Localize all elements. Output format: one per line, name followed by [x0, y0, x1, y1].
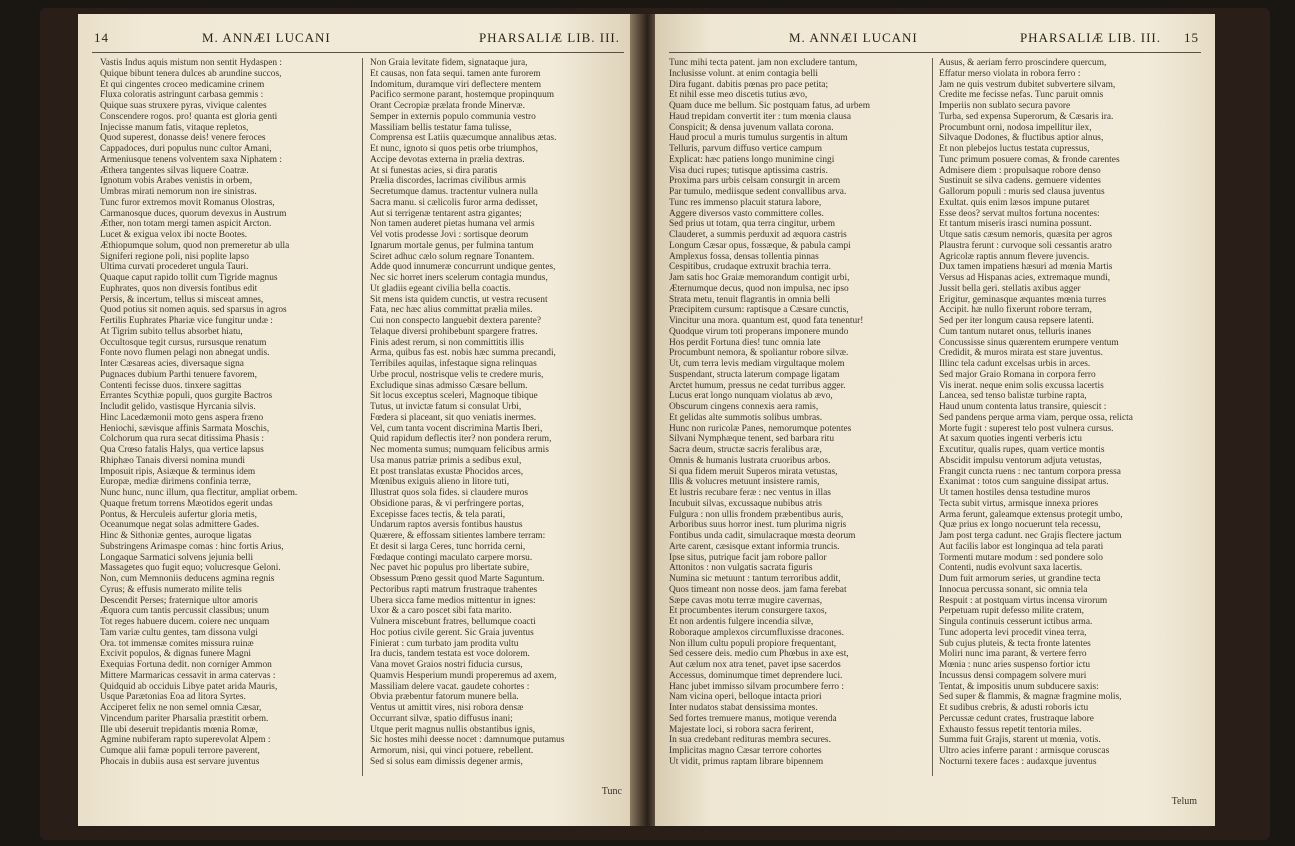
verse-line: Sic hostes mihi deesse nocet : damnumque putamus [370, 735, 565, 746]
verse-line: Mœnibus exiguis alieno in litore tuti, [370, 477, 510, 488]
verse-line: Quidquid ab occiduis Libye patet arida Mauris, [100, 681, 278, 692]
verse-line: Includit gelido, vastisque Hyrcania silvis. [100, 402, 256, 412]
verse-line: Et non ardentis fulgere incendia silvæ, [669, 617, 814, 627]
verse-line: Ultima curvati procederet ungula Tauri. [100, 262, 249, 273]
verse-line: Jam satis hoc Graiæ memorandum contigit urbi, [669, 273, 850, 283]
verse-line: Admisere diem : propulsaque robore denso [939, 165, 1101, 176]
verse-line: Ignarum mortale genus, per fulmina tantum [370, 240, 534, 251]
verse-line: Æternumque decus, quod non impulsa, nec ipso [669, 283, 849, 294]
verse-line: Qua Crœso fatalis Halys, qua vertice lapsus [100, 445, 264, 455]
right-page [655, 14, 1215, 826]
verse-line: Effatur merso violata in robora ferro : [939, 68, 1081, 79]
verse-line: Armorum, nisi, qui vinci potuere, rebellent. [370, 746, 534, 756]
verse-line: Fontibus unda cadit, simulacraque mœsta deorum [669, 531, 856, 541]
verse-line: Ausus, & aeriam ferro proscindere quercum, [939, 58, 1107, 68]
verse-line: Exhausto fessus repetit tentoria miles. [939, 724, 1082, 735]
verse-line: Percussæ cedunt crates, frustraque labore [939, 713, 1094, 724]
verse-line: Fata, nec hæc alius committat prælia miles. [370, 305, 533, 316]
verse-line: Comprensa est Latiis quæcumque annalibus ætas. [370, 133, 557, 144]
verse-line: At saxum quoties ingenti verberis ictu [939, 434, 1082, 445]
verse-line: Oceanumque negat solas admittere Gades. [100, 520, 260, 531]
verse-line: Hunc non ruricolæ Panes, nemorumque potentes [669, 423, 852, 434]
verse-line: Tunc primum posuere comas, & fronde carentes [939, 154, 1120, 165]
verse-line: Perpetuam rupit defesso milite cratem, [939, 606, 1085, 617]
verse-line: Accipit. hæ nullo fixerunt robore terram, [939, 305, 1092, 316]
verse-line: Æther, non totam mergi tamen aspicit Arcton. [100, 219, 272, 230]
verse-line: Gallorum populi : muris sed clausa juventus [939, 187, 1105, 197]
verse-line: Et nunc, ignoto si quos petis orbe triumphos, [370, 144, 538, 154]
verse-line: Summa fuit Grajis, starent ut mœnia, votis. [939, 735, 1101, 746]
running-head-title: PHARSALIÆ LIB. III. [478, 30, 620, 45]
verse-line: Numina sic metuunt : tantum terroribus addit, [669, 574, 841, 584]
verse-line: Nec pavet hic populus pro libertate subire, [370, 563, 530, 574]
verse-line: Tunc res immenso placuit statura labore, [669, 197, 822, 208]
verse-line: Pectoribus rapti matrum frustraque trahentes [370, 584, 538, 595]
verse-line: Undarum raptos aversis fontibus haustus [370, 520, 523, 531]
verse-line: Haud unum contenta latus transire, quiescit : [939, 402, 1107, 412]
verse-line: Procumbunt orni, nodosa impellitur ilex, [939, 122, 1092, 133]
verse-line: Jam post terga cadunt. nec Grajis flectere jactum [939, 531, 1122, 541]
verse-line: Concussisse sinus quærentem erumpere ventum [939, 337, 1119, 348]
verse-line: Injecisse manum fatis, vitaque repletos, [100, 122, 249, 133]
verse-line: Ubera sicca fame medios mittentur in ignes: [370, 595, 536, 606]
verse-line: Inter Cæsareas acies, diversaque signa [100, 359, 244, 369]
verse-line: Aggere diversos vasto committere colles. [669, 208, 824, 219]
verse-line: Quod potius sit nomen aquis. sed sparsus in agros [100, 305, 287, 316]
verse-line: Vincitur una mora. quantum est, quod fata tenentur! [669, 316, 864, 326]
verse-line: Clauderet, a summis perduxit ad æquora castris [669, 230, 847, 240]
verse-line: Hanc jubet immisso silvam procumbere ferro : [669, 681, 844, 692]
verse-line: Non, cum Memnoniis deducens agmina regnis [100, 574, 275, 584]
verse-line: Tot reges habuere ducem. coiere nec unquam [100, 617, 270, 627]
verse-line: Illustrat quos sola fides. si claudere muros [370, 488, 529, 498]
verse-line: Aut cælum nox atra tenet, pavet ipse sacerdos [669, 660, 841, 670]
verse-line: Tecta subit virtus, armisque innexa priores [939, 498, 1099, 509]
verse-line: Telaque diversi prohibebunt spargere fratres. [370, 326, 538, 337]
verse-line: Lucet & exigua velox ibi nocte Bootes. [100, 230, 248, 240]
verse-line: Longum Cæsar opus, fossæque, & pabula campi [669, 240, 851, 251]
verse-line: Sed si solus eam dimissis degener armis, [370, 756, 523, 767]
verse-line: Plaustra ferunt : curvoque soli cessantis aratro [939, 240, 1112, 251]
verse-line: Obsessum Pœno gessit quod Marte Saguntum. [370, 574, 545, 584]
verse-line: Quodque virum toti properans imponere mundo [669, 326, 849, 337]
verse-line: Massagetes quo fugit equo; volucresque Geloni. [100, 563, 281, 574]
verse-line: Fœdera si placeant, sit quo veniatis inermes. [370, 412, 537, 423]
verse-line: Fertilis Euphrates Phariæ vice fungitur undæ : [100, 316, 273, 326]
verse-line: Æquora cum tantis percussit classibus; unum [100, 606, 269, 617]
verse-line: Mittere Marmaricas cessavit in arma catervas : [100, 670, 276, 681]
verse-line: Fœdaque contingi maculato carpere morsu. [370, 552, 533, 563]
verse-line: Hos perdit Fortuna dies! tunc omnia late [669, 337, 821, 348]
verse-line: Ora. tot immensæ comites missura ruinæ [100, 638, 254, 649]
verse-line: Sed pandens perque arma viam, perque ossa, relicta [939, 412, 1133, 423]
verse-line: Jam ne quis vestrum dubitet subvertere silvam, [939, 79, 1116, 90]
verse-line: Et post translatas exustæ Phocidos arces, [370, 466, 524, 477]
text-column-1 [669, 58, 927, 768]
verse-line: Nam vicina operi, belloque intacta priori [669, 692, 822, 703]
verse-line: Descendit Perses; fraternique ultor amoris [100, 595, 258, 606]
verse-line: Sacra manu. si cælicolis furor arma dedisset, [370, 197, 538, 208]
text-column-2 [370, 58, 628, 768]
verse-line: Ultro acies inferre parant : armisque coruscas [939, 746, 1110, 756]
verse-line: Armeniusque tenens volventem saxa Niphatem : [100, 154, 282, 165]
verse-line: Ut vidit, primus raptam librare bipennem [669, 756, 824, 767]
verse-line: Vis inerat. neque enim solis excussa lacertis [939, 380, 1104, 391]
running-head-title: PHARSALIÆ LIB. III. [1019, 30, 1161, 45]
verse-line: Mœnia : nunc aries suspenso fortior ictu [939, 660, 1091, 670]
verse-line: Sed major Graio Romana in corpora ferro [939, 369, 1096, 380]
verse-line: Acciperet felix ne non semel omnia Cæsar, [100, 703, 262, 713]
verse-line: Arctet humum, pressus ne cedat turribus agger. [669, 380, 846, 391]
verse-line: Imperiis non sublato secura pavore [939, 101, 1071, 111]
verse-line: Sub cujus pluteis, & tecta fronte latentes [939, 638, 1091, 649]
verse-line: Vulnera miscebunt fratres, bellumque coacti [370, 617, 536, 627]
verse-line: Accipe devotas externa in prælia dextras. [370, 154, 525, 165]
running-head-author: M. ANNÆI LUCANI [789, 30, 918, 45]
verse-line: Errantes Scythiæ populi, quos gurgite Bactros [100, 391, 273, 402]
verse-line: Nocturni texere faces : audaxque juventus [939, 756, 1097, 767]
verse-line: Quæ prius ex longo nocuerunt tela recessu, [939, 520, 1101, 531]
verse-line: Contenti fecisse duos. tinxere sagittas [100, 380, 242, 391]
verse-line: Ut, cum terra levis mediam virgultaque molem [669, 359, 845, 369]
verse-line: Contenti, nudis evolvunt saxa lacertis. [939, 563, 1083, 574]
verse-line: Et procumbentes iterum consurgere taxos, [669, 606, 827, 617]
verse-line: Utque perit magnus nullis obstantibus ignis, [370, 724, 536, 735]
verse-line: Tunc furor extremos movit Romanus Olostras, [100, 197, 275, 208]
page-number: 15 [1184, 30, 1199, 45]
verse-line: Aut facilis labor est longinqua ad tela parati [939, 541, 1104, 552]
verse-line: Secretumque damus. tractentur vulnera nulla [370, 187, 538, 197]
verse-line: Cappadoces, duri populus nunc cultor Amani, [100, 144, 272, 154]
verse-line: Arte carent, cæsisque extant informia truncis. [669, 541, 840, 552]
verse-line: Obscurum cingens connexis aera ramis, [669, 402, 819, 412]
verse-line: Finierat : cum turbato jam prodita vultu [370, 638, 519, 649]
verse-line: Signiferi regione poli, nisi poplite lapso [100, 251, 249, 262]
verse-line: At Tigrim subito tellus absorbet hiatu, [100, 326, 243, 337]
verse-line: Fonte novo flumen pelagi non abnegat undis. [100, 348, 270, 359]
verse-line: Sacra deum, structæ sacris feralibus aræ, [669, 445, 822, 455]
verse-line: Dux tamen impatiens hæsuri ad mœnia Martis [939, 262, 1113, 273]
verse-line: Incussus densi compagem solvere muri [939, 670, 1087, 681]
verse-line: Cumque alii famæ populi terrore paverent, [100, 746, 260, 756]
verse-line: Illis & volucres metuunt insistere ramis, [669, 477, 820, 488]
verse-line: Inclusisse volunt. at enim contagia belli [669, 68, 818, 79]
verse-line: Utque satis cæsum nemoris, quæsita per agros [939, 230, 1113, 240]
verse-line: Semper in externis populo communia vestro [370, 111, 536, 122]
verse-line: Persis, & incertum, tellus si misceat amnes, [100, 294, 264, 305]
verse-line: Vastis Indus aquis mistum non sentit Hydaspen : [100, 58, 283, 68]
verse-line: Quærere, & effossam sitientes lambere terram: [370, 531, 546, 541]
verse-line: Uxor & a caro poscet sibi fata marito. [370, 606, 512, 617]
running-head-author: M. ANNÆI LUCANI [202, 30, 331, 45]
verse-line: Sit locus exceptus sceleri, Magnoque tibique [370, 391, 538, 402]
verse-line: Versus ad Hispanas acies, extremaque mundi, [939, 273, 1111, 283]
verse-line: Arma, quibus fas est. nobis hæc summa precandi, [370, 348, 556, 359]
verse-line: Tormenti mutare modum : sed pondere solo [939, 552, 1103, 563]
verse-line: Vana movet Graios nostri fiducia cursus, [370, 660, 523, 670]
verse-line: Heniochi, sævisque affinis Sarmata Moschis, [100, 423, 270, 434]
verse-line: Et non plebejos luctus testata cupressus, [939, 144, 1090, 154]
verse-line: Lancea, sed tenso balistæ turbine rapta, [939, 391, 1087, 402]
verse-line: Suspendant, structa laterum compage ligatam [669, 369, 840, 380]
verse-line: Incubuit silvas, excussaque nubibus atris [669, 498, 822, 509]
verse-line: Tentat, & impositis unum subducere saxis: [939, 681, 1099, 692]
verse-line: Longaque Sarmatici solvens jejunia belli [100, 552, 254, 563]
verse-line: Omnis & humanis lustrata cruoribus arbos. [669, 455, 831, 466]
verse-line: Sit mens ista quidem cunctis, ut vestra recusent [370, 294, 548, 305]
verse-line: Cui non conspecto languebit dextera parente? [370, 316, 542, 326]
verse-line: Euphrates, quos non diversis fontibus edit [100, 283, 258, 294]
verse-line: Fluxa coloratis astringunt carbasa gemmis : [100, 90, 264, 101]
verse-line: Jussit bella geri. stellatis axibus agger [939, 283, 1081, 294]
verse-line: Ut gladiis egeant civilia bella coactis. [370, 283, 511, 294]
verse-line: Orant Cecropiæ prælata fronde Minervæ. [370, 101, 525, 111]
verse-line: Et gelidas alte summotis solibus umbras. [669, 412, 823, 423]
verse-line: Sed fortes tremuere manus, motique verenda [669, 713, 837, 724]
verse-line: Præcipitem cursum: raptisque a Cæsare cunctis, [669, 305, 849, 316]
verse-line: Et causas, non fata sequi. tamen ante furorem [370, 68, 541, 79]
verse-line: Cyrus; & effusis numerato milite telis [100, 584, 242, 595]
verse-line: Æthera tangentes silvas liquere Coatræ. [100, 165, 249, 176]
verse-line: Silvani Nymphæque tenent, sed barbara ritu [669, 434, 835, 445]
verse-line: Terribiles aquilas, infestaque signa relinquas [370, 359, 537, 369]
verse-line: Hoc potius civile gerent. Sic Graia juventus [370, 627, 534, 638]
column-divider [932, 58, 933, 776]
verse-line: Ira ducis, tandem testata est voce dolorem. [370, 649, 530, 660]
verse-line: Vel votis prodesse Jovi : sortisque deorum [370, 230, 529, 240]
verse-line: Par tumulo, mediisque sedent convallibus arva. [669, 187, 847, 197]
verse-line: Proxima pars urbis celsam consurgit in arcem [669, 176, 841, 187]
verse-line: Hinc & Sithoniæ gentes, auroque ligatas [100, 531, 252, 541]
verse-line: Ipse situs, putrique facit jam robore pallor [669, 552, 827, 563]
verse-line: Procumbunt nemora, & spoliantur robore silvæ. [669, 348, 849, 359]
left-page-header [92, 30, 624, 50]
verse-line: Obvia præbentur fatorum munere bella. [370, 692, 519, 703]
verse-line: Si qua fidem meruit Superos mirata vetustas, [669, 466, 838, 477]
verse-line: Quod superest, donasse deis! venere feroces [100, 133, 266, 144]
verse-line: Tutus, ut invictæ fatum si consulat Urbi, [370, 402, 522, 412]
verse-line: Massiliam bellis testatur fama tulisse, [370, 122, 512, 133]
verse-line: Frangit cuncta ruens : nec tantum corpora pressa [939, 466, 1121, 477]
verse-line: Usa manus patriæ primis a sedibus exul, [370, 455, 522, 466]
verse-line: Prælia discordes, lacrimas civilibus armis [370, 176, 526, 187]
right-page-header [669, 30, 1201, 50]
verse-line: Umbras mirati nemorum non ire sinistras. [100, 187, 257, 197]
verse-line: Sustinuit se silva cadens. gemuere videntes [939, 176, 1101, 187]
verse-line: Sed prius ut totam, qua terra cingitur, urbem [669, 219, 835, 230]
verse-line: Vel, cum tanta vocent discrimina Martis Iberi, [370, 423, 543, 434]
column-divider [362, 58, 363, 776]
verse-line: Implicitas magno Cæsar terrore cohortes [669, 746, 822, 756]
verse-line: Ignotum vobis Arabes venistis in orbem, [100, 176, 253, 187]
verse-line: Et nihil esse meo discetis tutius ævo, [669, 90, 808, 101]
verse-line: Majestate loci, si robora sacra ferirent, [669, 724, 814, 735]
verse-line: Obsidione paras, & vi perfringere portas, [370, 498, 524, 509]
verse-line: Ventus ut amittit vires, nisi robora densæ [370, 703, 524, 713]
verse-line: Nec sic horret iners scelerum contagia mundus, [370, 273, 548, 283]
verse-line: Exequias Fortuna dedit. non corniger Ammon [100, 660, 272, 670]
text-column-2 [939, 58, 1197, 768]
verse-line: Amplexus fossa, densas tollentia pinnas [669, 251, 819, 262]
verse-line: Occurrant silvæ, spatio diffusus inani; [370, 713, 513, 724]
verse-line: Innocua percussa sonant, sic omnia tela [939, 584, 1088, 595]
verse-line: Exultat. quis enim læsos impune putaret [939, 197, 1090, 208]
verse-line: Occultosque tegit cursus, rursusque renatum [100, 337, 267, 348]
verse-line: Singula continuis cesserunt ictibus arma. [939, 617, 1093, 627]
verse-line: Et qui cingentes croceo medicamine crinem [100, 79, 265, 90]
verse-line: Sæpe cavas motu terræ mugire cavernas, [669, 595, 823, 606]
verse-line: Sciret adhuc cælo solum regnare Tonantem. [370, 251, 535, 262]
page-number: 14 [94, 30, 109, 45]
verse-line: Visa duci rupes; tutisque aptissima castris. [669, 165, 828, 176]
verse-line: Moliri nunc ima parant, & vertere ferro [939, 649, 1087, 660]
header-rule [92, 52, 624, 53]
verse-line: Silvaque Dodones, & fluctibus aptior alnus, [939, 133, 1104, 144]
verse-line: Non illum cultu populi propiore frequentant, [669, 638, 837, 649]
verse-line: Quaque fretum torrens Mæotidos egerit undas [100, 498, 273, 509]
verse-line: Credite me fecisse nefas. Tunc paruit omnis [939, 90, 1104, 101]
verse-line: Telluris, parvum diffuso vertice campum [669, 144, 823, 154]
verse-line: Vincendum pariter Pharsalia præstitit orbem. [100, 713, 269, 724]
verse-line: Et lustris recubare feræ : nec ventus in illas [669, 488, 831, 498]
left-page [78, 14, 638, 826]
catchword: Tunc [601, 786, 622, 797]
verse-line: Aut si terrigenæ tentarent astra gigantes; [370, 208, 522, 219]
verse-line: Agmine nubiferam rapto superevolat Alpem : [100, 735, 271, 746]
verse-line: Exanimat : totos cum sanguine dissipat artus. [939, 477, 1109, 488]
verse-line: Rhiphæo Tanais diversi nomina mundi [100, 455, 245, 466]
verse-line: Arma ferunt, galeamque extensus protegit umbo, [939, 509, 1123, 520]
verse-line: Haud trepidam convertit iter : tum mœnia clausa [669, 111, 851, 122]
verse-line: Excludique sinas admisso Cæsare bellum. [370, 380, 528, 391]
verse-line: Hinc Lacedæmonii moto gens aspera fræno [100, 412, 264, 423]
verse-line: Nunc hunc, nunc illum, qua flectitur, ampliat orbem. [100, 488, 298, 498]
verse-line: Europæ, mediæ dirimens confinia terræ, [100, 477, 252, 488]
verse-line: Quamvis Hesperium mundi properemus ad axem, [370, 670, 557, 681]
verse-line: Indomitum, duramque viri deflectere mentem [370, 79, 542, 90]
verse-line: Ut tamen hostiles densa testudine muros [939, 488, 1091, 498]
verse-line: Colchorum qua rura secat ditissima Phasis : [100, 434, 265, 445]
verse-line: Et desit si larga Ceres, tunc horrida cerni, [370, 541, 526, 552]
verse-line: Quaque caput rapido tollit cum Tigride magnus [100, 273, 278, 283]
verse-line: At si funestas acies, si dira paratis [370, 165, 498, 176]
verse-line: Substringens Arimaspe comas : hinc fortis Arius, [100, 541, 284, 552]
verse-line: Quos timeant non nosse deos. jam fama ferebat [669, 584, 847, 595]
verse-line: Urbe procul, nostrisque velis te credere muris, [370, 369, 544, 380]
verse-line: Imposuit ripis, Asiæque & terminus idem [100, 466, 256, 477]
verse-line: In sua credebant redituras membra secures. [669, 735, 831, 746]
verse-line: Non Graia levitate fidem, signataque jura, [370, 58, 528, 68]
verse-line: Massiliam delere vacat. gaudete cohortes : [370, 681, 530, 692]
verse-line: Excutitur, qualis rupes, quam vertice montis [939, 445, 1105, 455]
verse-line: Dira fugant. dabitis pœnas pro pace petita; [669, 79, 829, 90]
verse-line: Sed cessere deis. medio cum Phœbus in axe est, [669, 649, 849, 660]
verse-line: Ille ubi deseruit trepidantis mœnia Romæ, [100, 724, 258, 735]
verse-line: Quam duce me bellum. Sic postquam fatus, ad urbem [669, 101, 870, 111]
verse-line: Pugnaces dubium Parthi tenuere favorem, [100, 369, 257, 380]
verse-line: Arboribus suus horror inest. tum plurima nigris [669, 520, 847, 531]
verse-line: Quique suas struxere pyras, vivique calentes [100, 101, 267, 111]
verse-line: Accessus, dominumque timet deprendere luci. [669, 670, 843, 681]
verse-line: Carmanosque duces, quorum devexus in Austrum [100, 208, 287, 219]
verse-line: Excepisse faces tectis, & tela parati, [370, 509, 506, 520]
verse-line: Adde quod innumeræ concurrunt undique gentes, [370, 262, 556, 273]
verse-line: Turba, sed expensa Superorum, & Cæsaris ira. [939, 111, 1114, 122]
text-column-1 [100, 58, 358, 768]
verse-line: Cespitibus, crudaque extruxit brachia terra. [669, 262, 831, 273]
verse-line: Non tamen auderet pietas humana vel armis [370, 219, 535, 230]
verse-line: Abscidit impulsu ventorum adjuta vetustas, [939, 455, 1102, 466]
verse-line: Morte fugit : superest telo post vulnera cursus. [939, 423, 1114, 434]
verse-line: Attonitos : non vulgatis sacrata figuris [669, 563, 813, 574]
verse-line: Usque Parætonias Eoa ad litora Syrtes. [100, 692, 246, 703]
verse-line: Credidit, & muros mirata est stare juventus. [939, 348, 1104, 359]
verse-line: Fulgura : non ullis frondem præbentibus auris, [669, 509, 844, 520]
verse-line: Erigitur, geminasque æquantes mœnia turres [939, 294, 1107, 305]
verse-line: Illinc tela cadunt excelsas urbis in arces. [939, 359, 1091, 369]
catchword: Telum [1171, 796, 1197, 807]
verse-line: Sed super & flammis, & magnæ fragmine molis, [939, 692, 1122, 703]
verse-line: Agricolæ raptis annum flevere juvencis. [939, 251, 1090, 262]
verse-line: Cum tantum nutaret onus, telluris inanes [939, 326, 1092, 337]
verse-line: Tam variæ cultu gentes, tam dissona vulgi [100, 627, 258, 638]
verse-line: Inter nudatos stabat densissima montes. [669, 703, 818, 713]
verse-line: Quid rapidum deflectis iter? non pondera rerum, [370, 434, 552, 445]
verse-line: Quique bibunt tenera dulces ab arundine succos, [100, 68, 282, 79]
verse-line: Explicat: hæc patiens longo munimine cingi [669, 154, 835, 165]
verse-line: Tunc mihi tecta patent. jam non excludere tantum, [669, 58, 858, 68]
verse-line: Tunc adoperta levi procedit vinea terra, [939, 627, 1087, 638]
verse-line: Æthiopumque solum, quod non premeretur ab ulla [100, 240, 290, 251]
verse-line: Esse deos? servat multos fortuna nocentes: [939, 208, 1100, 219]
verse-line: Lucus erat longo nunquam violatus ab ævo, [669, 391, 833, 402]
verse-line: Haud procul a muris tumulus surgentis in altum [669, 133, 848, 144]
verse-line: Nec momenta sumus; numquam felicibus armis [370, 445, 549, 455]
verse-line: Roboraque amplexos circumfluxisse dracones. [669, 627, 844, 638]
verse-line: Conspicit; & densa juvenum vallata corona. [669, 122, 834, 133]
verse-line: Pontus, & Herculeis aufertur gloria metis, [100, 509, 257, 520]
verse-line: Et tantum miseris irasci numina possunt. [939, 219, 1092, 230]
verse-line: Conscendere rogos. pro! quanta est gloria genti [100, 111, 278, 122]
verse-line: Respuit : at postquam virtus incensa virorum [939, 595, 1108, 606]
verse-line: Phocais in dubiis ausa est servare juventus [100, 756, 260, 767]
verse-line: Excivit populos, & dignas funere Magni [100, 649, 252, 660]
header-rule [669, 52, 1201, 53]
verse-line: Finis adest rerum, si non committitis illis [370, 337, 524, 348]
verse-line: Strata metu, tenuit flagrantis in omnia belli [669, 294, 831, 305]
verse-line: Pacifico sermone parant, hostemque propinquum [370, 90, 555, 101]
verse-line: Dum fuit armorum series, ut grandine tecta [939, 574, 1101, 584]
verse-line: Sed per iter longum causa repsere latenti. [939, 316, 1094, 326]
verse-line: Et sudibus crebris, & adusti roboris ictu [939, 703, 1089, 713]
